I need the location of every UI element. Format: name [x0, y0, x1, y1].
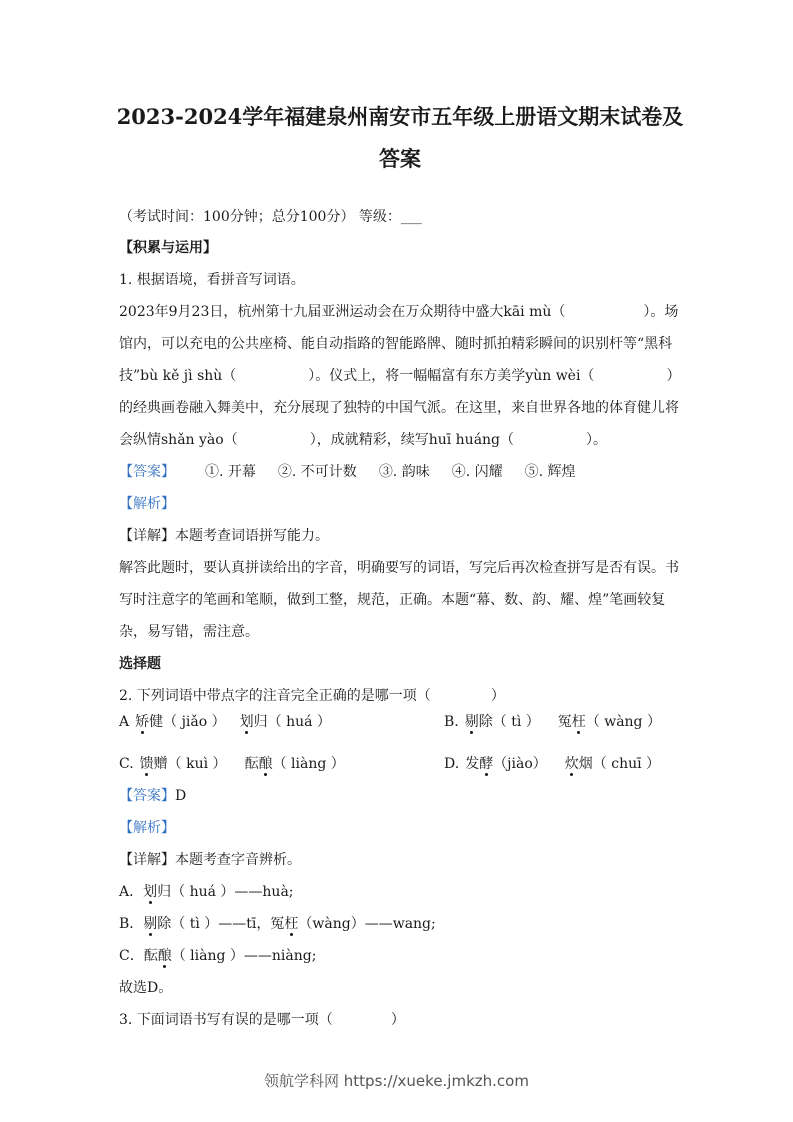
q1-text: ） — [666, 368, 681, 384]
explanation-text: （wàng）——wang; — [298, 916, 436, 932]
title-line-1: 2023-2024学年福建泉州南安市五年级上册语文期末试卷及 — [116, 104, 684, 129]
question-1-paragraph-line-3 — [119, 366, 680, 386]
option-text: 除（ tì ） — [478, 714, 540, 730]
explanation-text: 归（ huá ）——huà; — [157, 884, 294, 900]
dotted-char: 剔 — [143, 916, 158, 932]
q1-text: 会纵情shǎn yào（ — [119, 432, 238, 448]
question-2-stem — [119, 686, 505, 706]
explanation-c — [119, 946, 316, 966]
q1-text: ）。仪式上，将一幅幅富有东方美学yùn wèi（ — [308, 368, 595, 384]
answer-item: ①. 开幕 — [205, 464, 256, 480]
option-text: 酝 — [244, 756, 259, 772]
option-text: 归（ huá ） — [253, 714, 331, 730]
option-text: （ wàng ） — [585, 714, 661, 730]
dotted-char: 划 — [239, 714, 254, 730]
section-heading-choice: 选择题 — [119, 656, 161, 672]
question-2-detail: 【详解】本题考查字音辨析。 — [119, 852, 301, 868]
answer-label: 【答案】 — [119, 464, 175, 480]
q2-text: 2. 下列词语中带点字的注音完全正确的是哪一项（ — [119, 688, 431, 704]
option-text: （ liàng ） — [272, 756, 345, 772]
question-2-conclusion: 故选D。 — [119, 980, 173, 996]
dotted-char: 划 — [143, 884, 158, 900]
answer-item: ④. 闪耀 — [451, 464, 503, 480]
dotted-char: 酿 — [157, 948, 172, 964]
question-1-paragraph-line-5 — [119, 430, 607, 450]
q1-text: 2023年9月23日，杭州第十九届亚洲运动会在万众期待中盛大kāi mù（ — [119, 304, 566, 320]
answer-item: ⑤. 辉煌 — [524, 464, 576, 480]
answer-value: D — [175, 788, 187, 804]
question-1-detail-line-3: 杂，易写错，需注意。 — [119, 624, 259, 640]
document-title — [100, 96, 700, 180]
option-prefix: A — [119, 714, 130, 730]
question-1-detail-line-1: 解答此题时，要认真拼读给出的字音，明确要写的词语，写完后再次检查拼写是否有误。书 — [119, 560, 679, 576]
explanation-text: 除（ tì ）——tī，冤 — [157, 916, 285, 932]
dotted-char: 矫 — [135, 714, 150, 730]
question-1-stem: 1. 根据语境，看拼音写词语。 — [119, 272, 305, 288]
dotted-char: 馈 — [139, 756, 154, 772]
question-1-detail-line-2: 写时注意字的笔画和笔顺，做到工整，规范，正确。本题“幕、数、韵、耀、煌”笔画较复 — [119, 592, 666, 608]
q3-text: 3. 下面词语书写有误的是哪一项（ — [119, 1012, 333, 1028]
question-3-stem — [119, 1010, 405, 1030]
question-1-answer — [119, 462, 576, 482]
question-2-analysis-label: 【解析】 — [119, 820, 175, 836]
q1-text: 技”bù kě jì shù（ — [119, 368, 237, 384]
question-1-paragraph-line-4: 的经典画卷融入舞美中，充分展现了独特的中国气派。在这里，来自世界各地的体育健儿将 — [119, 400, 679, 416]
option-b — [444, 712, 661, 732]
answer-label: 【答案】 — [119, 788, 175, 804]
option-prefix: D. — [444, 756, 460, 772]
option-c — [119, 754, 345, 774]
dotted-char: 酵 — [479, 756, 494, 772]
question-1-paragraph-line-2: 馆内，可以充电的公共座椅、能自动指路的智能路牌、随时抓拍精彩瞬间的识别杆等“黑科 — [119, 336, 673, 352]
q3-text: ） — [390, 1012, 405, 1028]
option-a — [119, 712, 331, 732]
dotted-char: 酿 — [258, 756, 273, 772]
option-d — [444, 754, 660, 774]
question-1-paragraph-line-1 — [119, 302, 678, 322]
footer-watermark: 领航学科网 https://xueke.jmkzh.com — [264, 1072, 529, 1090]
dotted-char: 枉 — [571, 714, 586, 730]
answer-item: ②. 不可计数 — [277, 464, 357, 480]
option-text: 健（ jiǎo ） — [149, 714, 226, 730]
option-text: 烟（ chuī ） — [578, 756, 661, 772]
dotted-char: 枉 — [284, 916, 299, 932]
explanation-text: A． — [119, 884, 144, 900]
option-prefix: C. — [119, 756, 134, 772]
question-2-answer — [119, 786, 186, 806]
explanation-text: （ liàng ）——niàng; — [171, 948, 317, 964]
option-text: （jiào） — [493, 756, 547, 772]
option-text: 赠（ kuì ） — [153, 756, 227, 772]
explanation-text: C．酝 — [119, 948, 158, 964]
exam-info: （考试时间：100分钟；总分100分） 等级：___ — [119, 209, 422, 225]
question-1-analysis-label: 【解析】 — [119, 496, 175, 512]
option-text: 冤 — [557, 714, 572, 730]
answer-item: ③. 韵味 — [378, 464, 430, 480]
dotted-char: 炊 — [564, 756, 579, 772]
explanation-a — [119, 882, 294, 902]
explanation-text: B． — [119, 916, 144, 932]
section-heading-accumulation: 【积累与运用】 — [119, 240, 217, 256]
title-line-2: 答案 — [379, 146, 421, 171]
option-text: 发 — [465, 756, 480, 772]
option-prefix: B. — [444, 714, 459, 730]
explanation-b — [119, 914, 436, 934]
q1-text: ）。场 — [643, 304, 679, 320]
dotted-char: 剔 — [464, 714, 479, 730]
q2-text: ） — [490, 688, 505, 704]
q1-text: ）。 — [586, 432, 608, 448]
q1-text: ），成就精彩，续写huī huáng（ — [309, 432, 515, 448]
question-1-detail: 【详解】本题考查词语拼写能力。 — [119, 528, 329, 544]
